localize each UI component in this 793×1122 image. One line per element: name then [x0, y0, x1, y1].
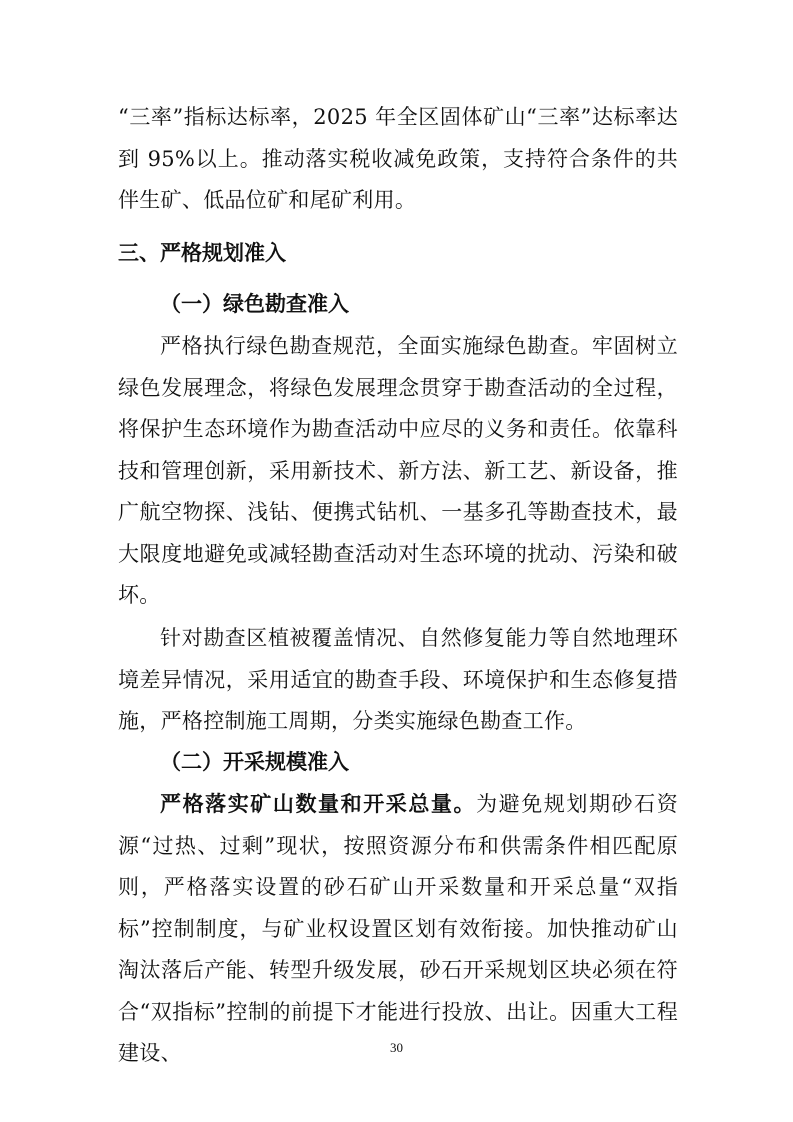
- intro-paragraph: “三率”指标达标率，2025 年全区固体矿山“三率”达标率达到 95%以上。推动落实税收减免政策，支持符合条件的共伴生矿、低品位矿和尾矿利用。: [118, 105, 678, 212]
- subsection-heading-mining-scale: （二）开采规模准入: [160, 750, 349, 774]
- green-exploration-paragraph-2: 针对勘查区植被覆盖情况、自然修复能力等自然地理环境差异情况，采用适宜的勘查手段、环境保护和生态修复措施，严格控制施工周期，分类实施绿色勘查工作。: [118, 626, 678, 733]
- mining-scale-paragraph: [118, 784, 678, 1075]
- page-number: 30: [390, 1040, 403, 1055]
- subsection-heading-green-exploration: （一）绿色勘查准入: [160, 292, 349, 316]
- mining-scale-body: 为避免规划期砂石资源“过热、过剩”现状，按照资源分布和供需条件相匹配原则，严格落实设置的砂石矿山开采数量和开采总量“双指标”控制制度，与矿业权设置区划有效衔接。加快推动矿山淘汰落后产能、转型升级发展，砂石开采规划区块必须在符合“双指标”控制的前提下才能进行投放、出让。因重大工程建设、: [118, 792, 678, 1065]
- mining-scale-lead: 严格落实矿山数量和开采总量。: [160, 792, 477, 816]
- green-exploration-paragraph-1: 严格执行绿色勘查规范，全面实施绿色勘查。牢固树立绿色发展理念，将绿色发展理念贯穿于勘查活动的全过程，将保护生态环境作为勘查活动中应尽的义务和责任。依靠科技和管理创新，采用新技术、新方法、新工艺、新设备，推广航空物探、浅钻、便携式钻机、一基多孔等勘查技术，最大限度地避免或减轻勘查活动对生态环境的扰动、污染和破坏。: [118, 334, 678, 607]
- section-heading: 三、严格规划准入: [118, 241, 286, 265]
